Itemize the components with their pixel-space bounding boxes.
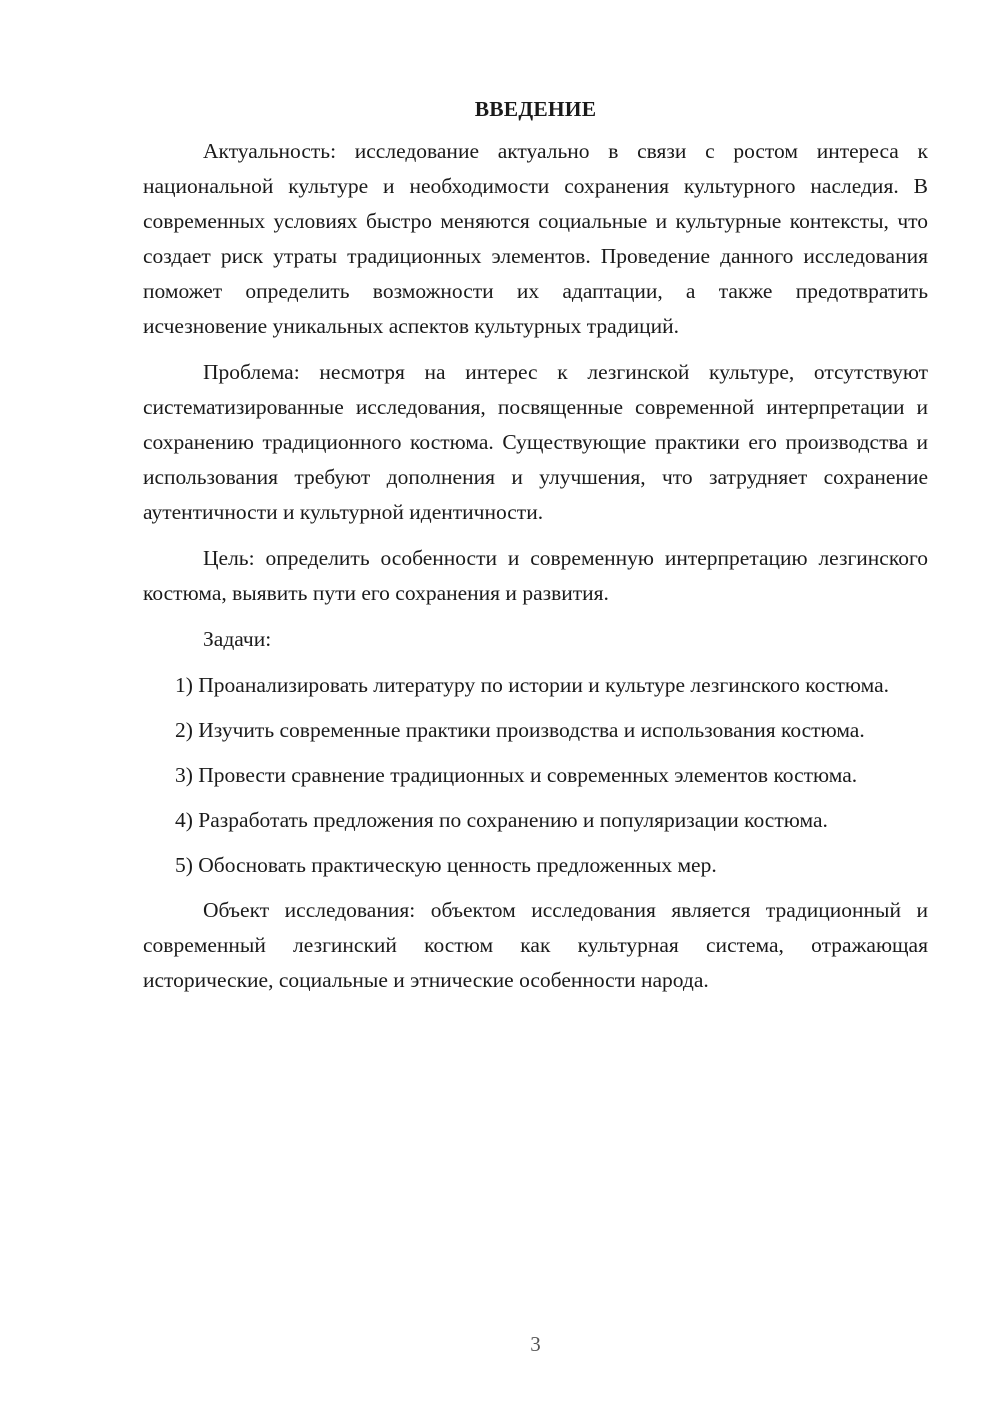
task-item-5: 5) Обосновать практическую ценность предложенных мер. bbox=[175, 853, 717, 877]
object-paragraph: Объект исследования: объектом исследования является традиционный и современный лезгинский костюм как культурная система, отражающая исторические, социальные и этнические особенности народа. bbox=[143, 898, 928, 992]
page-number: 3 bbox=[530, 1332, 541, 1356]
task-item-1: 1) Проанализировать литературу по истории и культуре лезгинского костюма. bbox=[175, 673, 890, 697]
page-title: ВВЕДЕНИЕ bbox=[474, 97, 597, 121]
problem-paragraph: Проблема: несмотря на интерес к лезгинской культуре, отсутствуют систематизированные исследования, посвященные современной интерпретации и сохранению традиционного костюма. Существующие практики его производства и использования требуют дополнения и улучшения, что затрудняет сохранение аутентичности и культурной идентичности. bbox=[143, 360, 928, 524]
document-page bbox=[143, 92, 928, 1009]
task-item-4: 4) Разработать предложения по сохранению и популяризации костюма. bbox=[175, 808, 828, 832]
goal-paragraph: Цель: определить особенности и современную интерпретацию лезгинского костюма, выявить пути его сохранения и развития. bbox=[143, 546, 928, 605]
relevance-paragraph: Актуальность: исследование актуально в связи с ростом интереса к национальной культуре и необходимости сохранения культурного наследия. В современных условиях быстро меняются социальные и культурные контексты, что создает риск утраты традиционных элементов. Проведение данного исследования поможет определить возможности их адаптации, а также предотвратить исчезновение уникальных аспектов культурных традиций. bbox=[143, 139, 928, 338]
task-item-3: 3) Провести сравнение традиционных и современных элементов костюма. bbox=[175, 763, 858, 787]
task-item-2: 2) Изучить современные практики производства и использования костюма. bbox=[175, 718, 865, 742]
tasks-heading: Задачи: bbox=[203, 627, 272, 651]
